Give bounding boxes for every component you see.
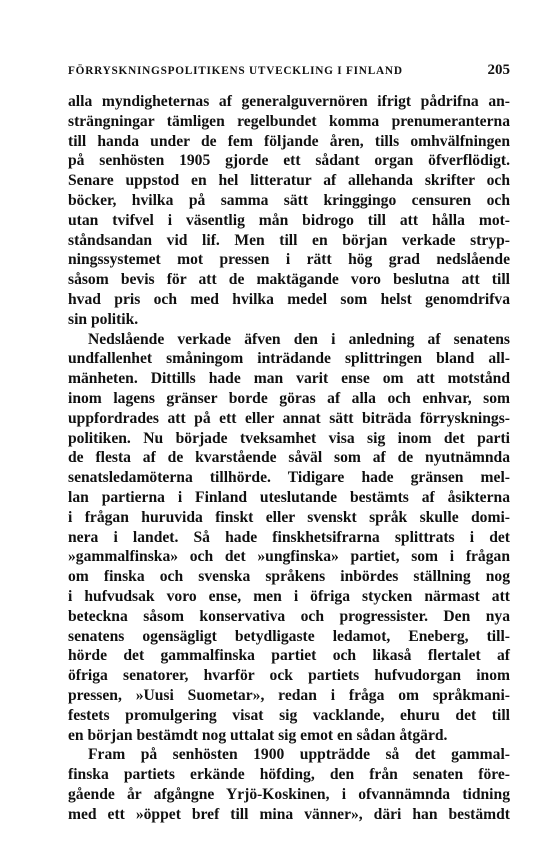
text-line: i hufvudsak voro ense, men i öfriga stycken närmast att [68, 587, 510, 605]
text-line: inom lagens gränser borde göras af alla och enhvar, som [68, 389, 510, 407]
text-line: strängningar tämligen regelbundet komma prenumeranterna [68, 112, 510, 130]
text-line: gående år afgångne Yrjö-Koskinen, i ofvannämnda tidning [68, 785, 510, 803]
text-line: senatsledamöterna tillhörde. Tidigare hade gränsen mel- [68, 469, 510, 487]
text-line: såsom bevis för att de maktägande voro beslutna att till [68, 271, 510, 289]
text-line: pressen, »Uusi Suometar», redan i fråga om språkmani- [68, 686, 510, 704]
text-line: de flesta af de kvarstående såväl som af de nyutnämnda [68, 449, 510, 467]
running-title: FÖRRYSKNINGSPOLITIKENS UTVECKLING I FINLAND [68, 65, 403, 77]
text-line: politiken. Nu började tveksamhet visa sig inom det parti [68, 429, 510, 447]
body-text [68, 92, 510, 824]
page-number: 205 [487, 62, 510, 78]
text-line: böcker, hvilka på samma sätt kringgingo censuren och [68, 191, 510, 209]
text-line: på senhösten 1905 gjorde ett sådant organ öfverflödigt. [68, 152, 510, 170]
text-line: lan partierna i Finland uteslutande bestämts af åsikterna [68, 488, 510, 506]
text-line: Senare uppstod en hel litteratur af allehanda skrifter och [68, 172, 510, 190]
text-line: undfallenhet småningom inträdande splittringen bland all- [68, 350, 510, 368]
text-line: hörde det gammalfinska partiet och likaså flertalet af [68, 647, 510, 665]
running-head [68, 62, 510, 82]
text-line: Nedslående verkade äfven den i anledning af senatens [88, 330, 510, 348]
text-line: »gammalfinska» och det »ungfinska» partiet, som i frågan [68, 548, 510, 566]
text-line: ståndsandan vid lif. Men till en början verkade stryp- [68, 231, 510, 249]
text-line: om finska och svenska språkens inbördes ställning nog [68, 568, 510, 586]
text-line: beteckna såsom konservativa och progressister. Den nya [68, 607, 510, 625]
text-line: uppfordrades att på ett eller annat sätt biträda förrysknings- [68, 409, 510, 427]
text-line: öfriga senatorer, hvarför ock partiets hufvudorgan inom [68, 667, 510, 685]
text-line: i frågan huruvida finskt eller svenskt språk skulle domi- [68, 508, 510, 526]
text-line: mänheten. Dittills hade man varit ense om att motstånd [68, 370, 510, 388]
text-line: Fram på senhösten 1900 uppträdde så det gammal- [88, 746, 510, 764]
text-line: med ett »öppet bref till mina vänner», däri han bestämdt [68, 805, 510, 823]
text-line: en början bestämdt nog uttalat sig emot en sådan åtgärd. [68, 726, 448, 744]
text-line: sin politik. [68, 310, 139, 328]
text-line: alla myndigheternas af generalguvernören ifrigt pådrifna an- [68, 93, 510, 110]
text-line: utan tvifvel i väsentlig mån bidrogo till att hålla mot- [68, 211, 510, 229]
text-line: senatens ogensägligt betydligaste ledamot, Eneberg, till- [68, 627, 510, 645]
text-line: ningssystemet mot pressen i rätt hög grad nedslående [68, 251, 510, 269]
text-line: festets promulgering visat sig vacklande, ehuru det till [68, 706, 510, 724]
text-line: finska partiets erkände höfding, den från senaten före- [68, 766, 510, 784]
text-line: nera i landet. Så hade finskhetsifrarna splittrats i det [68, 528, 510, 546]
text-line: hvad pris och med hvilka medel som helst genomdrifva [68, 290, 510, 308]
text-line: till handa under de fem följande åren, tills omhvälfningen [68, 132, 510, 150]
